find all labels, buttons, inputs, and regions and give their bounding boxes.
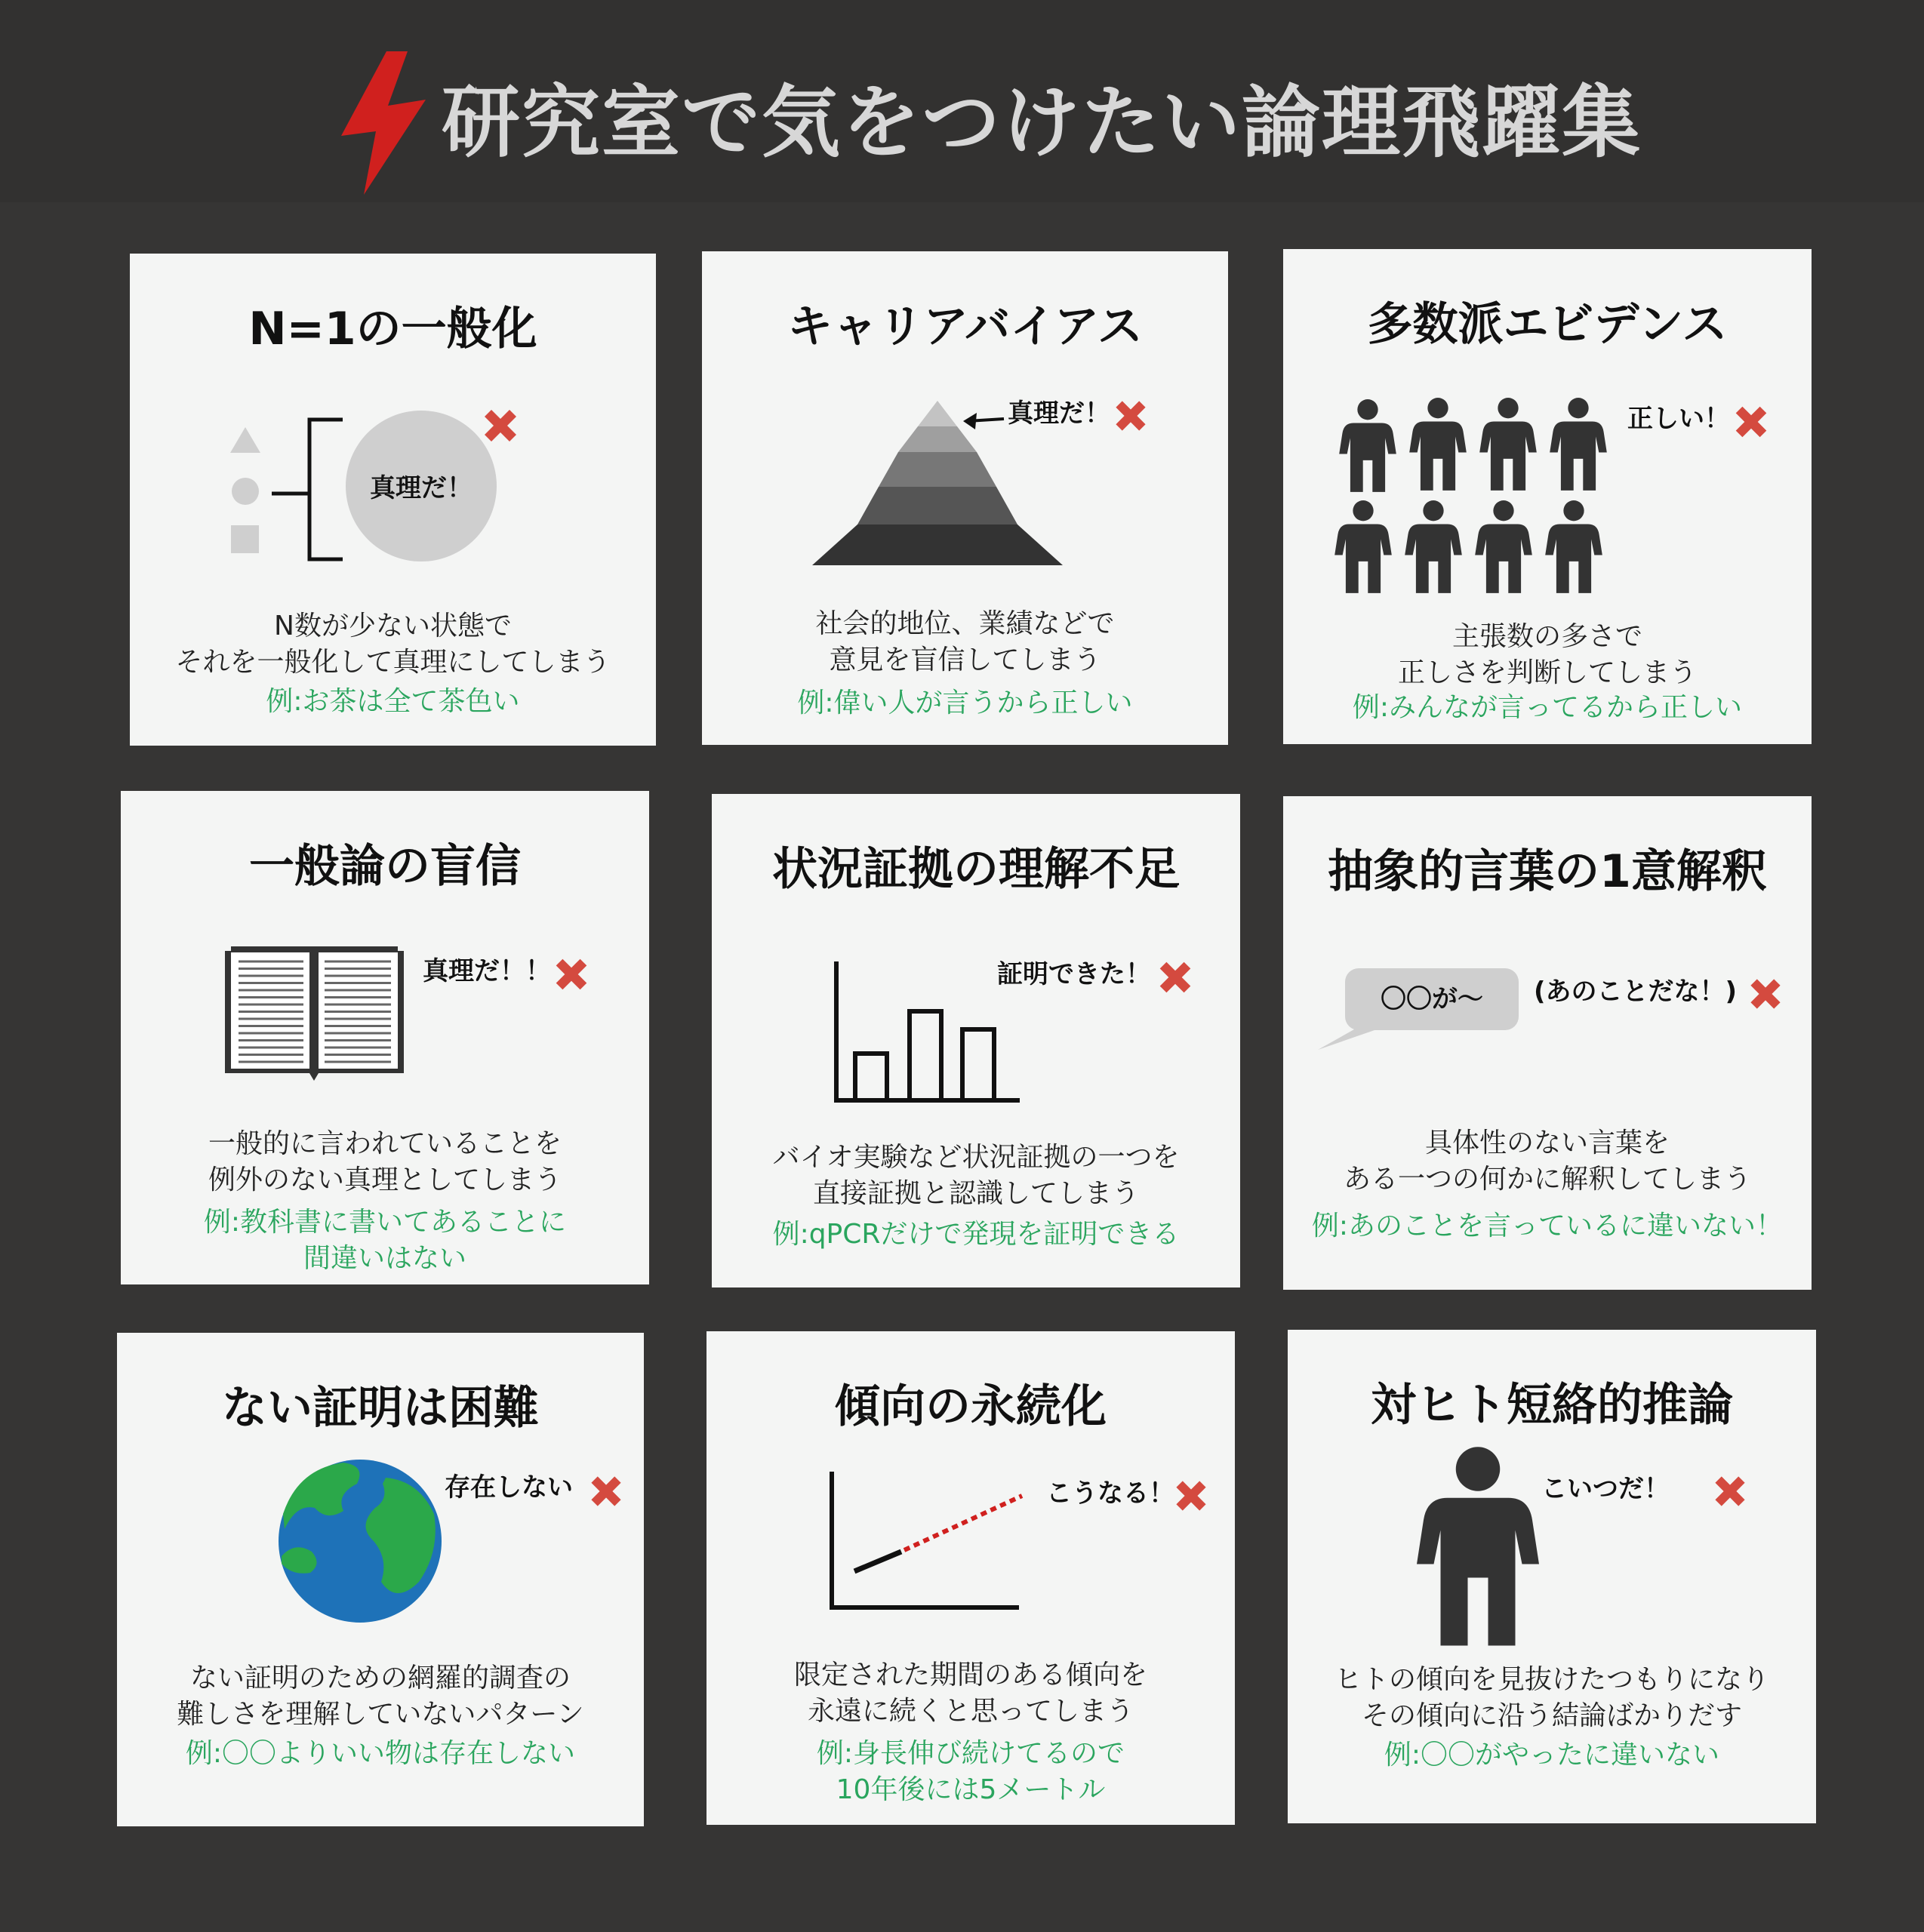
card-career-bias bbox=[702, 251, 1228, 745]
desc-line: 正しさを判断してしまう bbox=[1397, 657, 1697, 688]
cross-icon bbox=[1750, 979, 1780, 1008]
cross-icon bbox=[556, 959, 587, 990]
example-line: 例:教科書に書いてあることに bbox=[203, 1207, 567, 1238]
arrow-head bbox=[963, 413, 977, 429]
example-line: 例:お茶は全て茶色い bbox=[266, 686, 520, 717]
card-description bbox=[1283, 619, 1812, 691]
desc-line: ある一つの何かに解釈してしまう bbox=[1343, 1164, 1751, 1195]
desc-line: その傾向に沿う結論ばかりだす bbox=[1361, 1700, 1742, 1731]
desc-line: バイオ実験など状況証拠の一つを bbox=[772, 1142, 1180, 1173]
example-line: 例:〇〇よりいい物は存在しない bbox=[185, 1738, 576, 1769]
triangle-shape bbox=[230, 427, 260, 453]
cross-icon bbox=[591, 1476, 620, 1506]
card-description bbox=[706, 1657, 1235, 1730]
card-description bbox=[117, 1660, 644, 1733]
person-icon bbox=[1409, 398, 1467, 491]
person-icon bbox=[1479, 398, 1537, 491]
example-line: 例:〇〇がやったに違いない bbox=[1384, 1740, 1720, 1770]
person-icon bbox=[1550, 398, 1607, 491]
cross-icon bbox=[1715, 1476, 1744, 1506]
cross-icon bbox=[485, 410, 516, 441]
open-book-icon bbox=[225, 946, 404, 1081]
lightning-bolt-icon bbox=[332, 51, 430, 195]
card-label: こいつだ！ bbox=[1541, 1474, 1670, 1504]
header-bar bbox=[0, 0, 1924, 202]
desc-line: 一般的に言われていることを bbox=[208, 1128, 562, 1159]
card-example bbox=[1283, 1208, 1812, 1244]
card-example bbox=[706, 1736, 1235, 1808]
card-label: 正しい！ bbox=[1627, 404, 1730, 434]
card-example bbox=[712, 1217, 1240, 1253]
example-line: 例:身長伸び続けてるので bbox=[816, 1738, 1125, 1769]
cross-icon bbox=[1736, 407, 1767, 438]
card-n1-generalization bbox=[130, 254, 656, 746]
card-general-theory-belief bbox=[121, 791, 649, 1284]
card-title: キャリアバイアス bbox=[787, 300, 1143, 353]
card-title: 抽象的言葉の1意解釈 bbox=[1328, 845, 1767, 898]
card-description bbox=[121, 1126, 649, 1198]
card-title: 状況証拠の理解不足 bbox=[772, 843, 1180, 896]
example-line: 例:あのことを言っているに違いない！ bbox=[1311, 1211, 1784, 1241]
card-example bbox=[702, 685, 1228, 721]
card-label: 真理だ！ bbox=[370, 473, 473, 503]
pyramid-tier-1 bbox=[918, 401, 957, 426]
person-icon bbox=[1334, 500, 1392, 593]
card-description bbox=[712, 1140, 1240, 1212]
card-nonexistence-proof bbox=[117, 1333, 644, 1826]
desc-line: 難しさを理解していないパターン bbox=[177, 1699, 584, 1730]
card-title: ない証明は困難 bbox=[222, 1382, 539, 1435]
bubble-text: 〇〇が〜 bbox=[1381, 984, 1483, 1014]
desc-line: 社会的地位、業績などで bbox=[815, 608, 1115, 639]
desc-line: ない証明のための網羅的調査の bbox=[189, 1663, 571, 1694]
card-description bbox=[130, 608, 656, 681]
card-label: 真理だ！ bbox=[1008, 398, 1110, 429]
card-title: 多数派エビデンス bbox=[1367, 298, 1728, 351]
person-icon bbox=[1545, 500, 1602, 593]
card-abstract-word-interpretation bbox=[1283, 796, 1812, 1290]
desc-line: 主張数の多さで bbox=[1451, 621, 1642, 652]
card-example bbox=[121, 1204, 649, 1277]
desc-line: 永遠に続くと思ってしまう bbox=[807, 1696, 1134, 1727]
card-example bbox=[1283, 690, 1812, 726]
card-description bbox=[702, 606, 1228, 678]
card-illustration bbox=[712, 794, 1240, 1287]
example-line: 例:qPCRだけで発現を証明できる bbox=[772, 1219, 1180, 1250]
page-title: 研究室で気をつけたい論理飛躍集 bbox=[442, 76, 1642, 168]
pyramid-tier-3 bbox=[879, 452, 996, 487]
desc-line: 例外のない真理としてしまう bbox=[208, 1164, 562, 1195]
person-icon bbox=[1417, 1447, 1539, 1645]
card-label: 存在しない bbox=[445, 1472, 573, 1503]
speech-bubble-icon bbox=[1318, 968, 1519, 1050]
globe-icon bbox=[279, 1460, 442, 1623]
desc-line: 意見を盲信してしまう bbox=[829, 645, 1101, 675]
example-line: 例:みんなが言ってるから正しい bbox=[1352, 692, 1743, 723]
card-title: 一般論の盲信 bbox=[249, 840, 521, 893]
card-description bbox=[1288, 1662, 1816, 1734]
card-title: N=1の一般化 bbox=[248, 303, 537, 355]
desc-line: N数が少ない状態で bbox=[274, 611, 512, 641]
bracket bbox=[309, 420, 343, 559]
card-majority-evidence bbox=[1283, 249, 1812, 744]
pyramid-tier-5 bbox=[812, 525, 1063, 565]
example-line: 10年後には5メートル bbox=[836, 1774, 1106, 1805]
card-example bbox=[1288, 1737, 1816, 1774]
cross-icon bbox=[1176, 1481, 1205, 1510]
desc-line: それを一般化して真理にしてしまう bbox=[175, 647, 611, 678]
cross-icon bbox=[1116, 401, 1145, 430]
circle-shape bbox=[232, 478, 259, 505]
card-label: 真理だ！！ bbox=[423, 956, 551, 986]
card-label: 証明できた！ bbox=[997, 959, 1151, 989]
desc-line: 直接証拠と認識してしまう bbox=[812, 1178, 1139, 1209]
person-icon bbox=[1475, 500, 1532, 593]
card-circumstantial-evidence bbox=[712, 794, 1240, 1287]
card-human-short-reasoning bbox=[1288, 1330, 1816, 1823]
card-example bbox=[117, 1736, 644, 1772]
bar-chart-icon bbox=[836, 961, 1020, 1100]
card-title: 傾向の永続化 bbox=[835, 1380, 1107, 1433]
example-line: 間違いはない bbox=[303, 1243, 466, 1274]
pyramid-tier-4 bbox=[857, 487, 1017, 525]
pyramid-tier-2 bbox=[898, 426, 977, 452]
card-trend-perpetuation bbox=[706, 1331, 1235, 1825]
cross-icon bbox=[1160, 962, 1191, 993]
card-label: (あのことだな！) bbox=[1534, 977, 1738, 1007]
desc-line: 限定された期間のある傾向を bbox=[793, 1660, 1147, 1690]
desc-line: 具体性のない言葉を bbox=[1424, 1128, 1670, 1158]
card-example bbox=[130, 684, 656, 720]
person-icon bbox=[1339, 399, 1396, 492]
person-icon bbox=[1405, 500, 1462, 593]
square-shape bbox=[231, 525, 259, 553]
trend-graph-icon bbox=[832, 1472, 1022, 1607]
card-title: 対ヒト短絡的推論 bbox=[1371, 1379, 1733, 1432]
desc-line: ヒトの傾向を見抜けたつもりになり bbox=[1334, 1664, 1769, 1695]
example-line: 例:偉い人が言うから正しい bbox=[797, 688, 1133, 718]
card-label: こうなる！ bbox=[1046, 1478, 1174, 1509]
card-description bbox=[1283, 1125, 1812, 1198]
